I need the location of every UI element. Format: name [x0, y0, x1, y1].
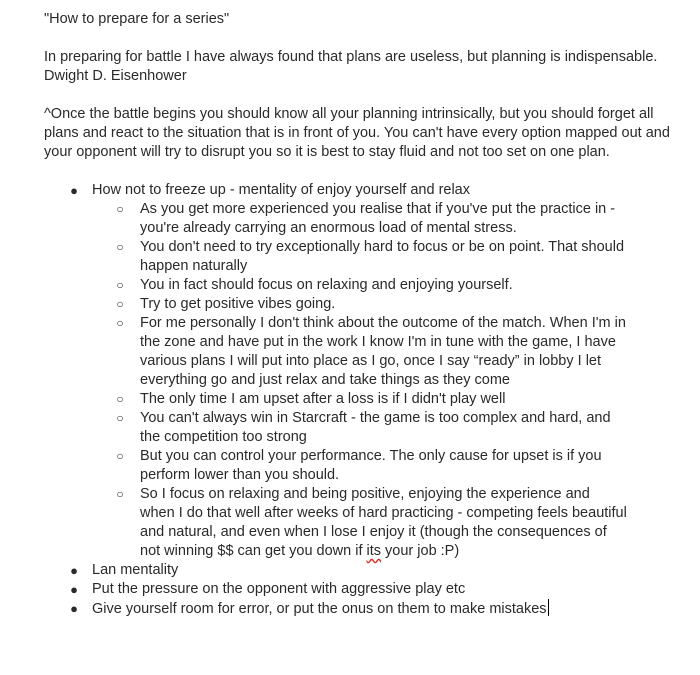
- filled-bullet-icon: ●: [70, 183, 78, 198]
- hollow-bullet-icon: ○: [116, 487, 124, 501]
- sub-list-item: [92, 390, 628, 409]
- hollow-bullet-icon: ○: [116, 411, 124, 425]
- quote-text: In preparing for battle I have always found that plans are useless, but planning is indispensable.: [44, 49, 658, 65]
- sub-list-item-text: As you get more experienced you realise that if you've put the practice in - you're already carrying an enormous load of mental stress.: [140, 201, 616, 236]
- list-item-text: Put the pressure on the opponent with aggressive play etc: [92, 581, 466, 597]
- quote-author: Dwight D. Eisenhower: [44, 68, 187, 84]
- list-item-text: How not to freeze up - mentality of enjoy yourself and relax: [92, 182, 470, 198]
- hollow-bullet-icon: ○: [116, 278, 124, 292]
- list-item-text: Lan mentality: [92, 562, 179, 578]
- doc-title: "How to prepare for a series": [44, 11, 230, 27]
- sub-list-item-text: The only time I am upset after a loss is if I didn't play well: [140, 391, 506, 407]
- list-item: [44, 599, 674, 619]
- bullet-list: [44, 181, 674, 619]
- sub-list-item-text: You in fact should focus on relaxing and enjoying yourself.: [140, 277, 513, 293]
- misspelled-word[interactable]: its: [366, 543, 382, 559]
- filled-bullet-icon: ●: [70, 563, 78, 578]
- hollow-bullet-icon: ○: [116, 449, 124, 463]
- blank-line: [44, 162, 674, 181]
- blank-line: [44, 86, 674, 105]
- sub-list-item: [92, 295, 628, 314]
- sub-list-item: [92, 447, 628, 485]
- hollow-bullet-icon: ○: [116, 240, 124, 254]
- list-item-text: Give yourself room for error, or put the onus on them to make mistakes: [92, 601, 547, 617]
- text-run: your job :P): [381, 543, 460, 559]
- hollow-bullet-icon: ○: [116, 316, 124, 330]
- hollow-bullet-icon: ○: [116, 297, 124, 311]
- hollow-bullet-icon: ○: [116, 202, 124, 216]
- sub-list-item: [92, 276, 628, 295]
- list-item: [44, 181, 674, 561]
- sub-list-item-text: You don't need to try exceptionally hard to focus or be on point. That should happen naturally: [140, 239, 625, 274]
- hollow-bullet-icon: ○: [116, 392, 124, 406]
- sub-list-item: [92, 314, 628, 390]
- sub-list-item: [92, 485, 628, 561]
- sub-list-item-text: You can't always win in Starcraft - the game is too complex and hard, and the competition too strong: [140, 410, 611, 445]
- sub-list-item-text: Try to get positive vibes going.: [140, 296, 336, 312]
- text-cursor: [548, 599, 549, 616]
- sub-list-item-text: But you can control your performance. The only cause for upset is if you perform lower than you should.: [140, 448, 602, 483]
- list-item: [44, 561, 674, 580]
- sub-list-item-text: [140, 486, 627, 559]
- sub-list-item-text: For me personally I don't think about the outcome of the match. When I'm in the zone and have put in the work I know I'm in tune with the game, I have various plans I will put into place as I go, once I say “ready” in lobby I let everything go and just relax and take things as they come: [140, 315, 626, 388]
- filled-bullet-icon: ●: [70, 601, 78, 616]
- list-item: [44, 580, 674, 599]
- sub-bullet-list: [92, 200, 674, 561]
- filled-bullet-icon: ●: [70, 582, 78, 597]
- document-body[interactable]: [44, 10, 674, 619]
- sub-list-item: [92, 200, 628, 238]
- commentary-paragraph: ^Once the battle begins you should know all your planning intrinsically, but you should forget all plans and react to the situation that is in front of you. You can't have every option mapped out and your opponent will try to disrupt you so it is best to stay fluid and not too set on one plan.: [44, 106, 674, 160]
- sub-list-item: [92, 238, 628, 276]
- sub-list-item: [92, 409, 628, 447]
- blank-line: [44, 29, 674, 48]
- text-run: So I focus on relaxing and being positive, enjoying the experience and when I do that well after weeks of hard practicing - competing feels beautiful and natural, and even when I lose I enjoy it (though the consequences of not winning $$ can get you down if: [140, 486, 627, 559]
